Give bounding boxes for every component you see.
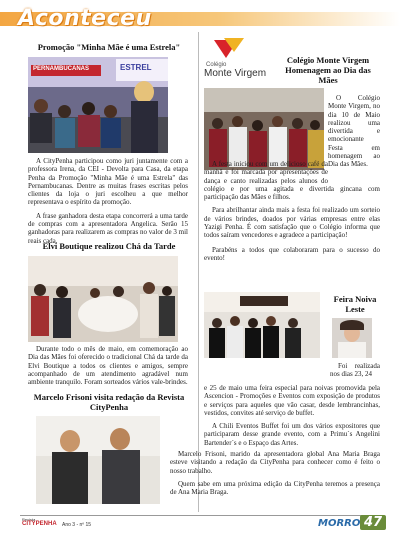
promo-paragraph-1: A CityPenha participou como juri juntamente com a professora Irena, da CEI - Devolta para Casa, da etapa Penha da Promoção "Minha Mãe é uma Estrela" das Pernambucanas. Dentre as muitas frases escritas pelos clientes da loja o juri escolheu a que melhor representava o espírito da promoção.	[28, 157, 188, 207]
feira-title: Feira Noiva Leste	[333, 294, 377, 314]
footer-issue: Ano 3 - nº 15	[62, 522, 92, 528]
footer-rule	[20, 515, 380, 516]
feira-paragraph-2: A Chili Eventos Buffet foi um dos vários expositores que participaram desse grande evento, com a Primu´s Angelini Bartender´s e o Espaço das Artes.	[204, 422, 380, 447]
footer-partner-logo: MORRO	[318, 518, 361, 529]
colegio-paragraph-2: Para abrilhantar ainda mais a festa foi realizado um sorteio de vários brindes, doados por várias empresas entre elas Yazigi Penha. É com satisfação que o Colégio informa que todos saíram vencedores e agradece a participação!	[204, 206, 380, 240]
colegio-title: Colégio Monte Virgem Homenagem ao Dia das Mães	[285, 55, 371, 85]
colegio-paragraph-1b: A festa iniciou com um delicioso café da manhã e foi marcada por apresentações de dança e canto realizadas pelos alunos do colégio e por uma agitada e divertida gincana com participação das Mães e filhos.	[204, 160, 380, 202]
feira-side-text	[330, 362, 380, 379]
colegio-paragraph-3: Parabéns a todos que colaboraram para o sucesso do evento!	[204, 245, 380, 262]
marcelo-paragraph-1: Marcelo Frisoni, marido da apresentadora global Ana Maria Braga esteve visitando a redação da CityPenha para conhecer como é feito o nosso trabalho.	[170, 450, 380, 475]
promo-photo: PERNAMBUCANAS ESTREL	[28, 57, 168, 153]
marcelo-photo	[36, 416, 160, 504]
marcelo-body	[170, 450, 380, 496]
feira-bride-photo	[332, 318, 372, 358]
colegio-body-main	[204, 160, 380, 262]
column-divider	[198, 32, 199, 512]
logo-text-top: Colégio	[206, 62, 227, 68]
elvi-paragraph: Durante todo o mês de maio, em comemoração ao Dia das Mães foi oferecido o tradicional Chá da tarde da Elvi Boutique a todos os clientes e amigos, sempre acompanhado de um atendimento agradável num ambiente tranquilo. Foram sorteados vários vale-brindes.	[28, 345, 188, 387]
logo-chevron-icon	[224, 38, 244, 52]
promo-paragraph-2: A frase ganhadora desta etapa concorrerá a uma tarde de compras com a apresentadora Angelica. Serão 15 ganhadoras para realizarem as compras no valor de 3 mil reais cada.	[28, 211, 188, 245]
feira-paragraph-1a: Foi realizada nos dias 23, 24	[330, 362, 380, 379]
footer-brand-logo: CITYPENHA	[22, 521, 57, 527]
elvi-photo	[28, 256, 178, 342]
colegio-photo	[204, 88, 324, 170]
marcelo-title: Marcelo Frisoni visita redação da Revista CityPenha	[33, 392, 185, 412]
marcelo-paragraph-2: Quem sabe em uma próxima edição da CityPenha teremos a presença de Ana Maria Braga.	[170, 479, 380, 497]
footer-brand-top: Revista	[22, 517, 36, 522]
elvi-title: Elvi Boutique realizou Chá da Tarde	[42, 241, 176, 251]
page-number: 47	[360, 515, 386, 530]
elvi-body	[28, 345, 188, 386]
feira-paragraph-1b: e 25 de maio uma feira especial para noivas promovida pela Ascencion - Promoções e Eventos com exposição de produtos e serviços para aqueles que vão casar, desde lembrancinhas, vestidos, convites até serviço de buffet.	[204, 384, 380, 417]
colegio-paragraph-1a: O Colégio Monte Virgem, no dia 10 de Maio realizou uma divertida e emocionante Festa em homenagem ao Dia das Mães.	[328, 94, 380, 169]
promo-title: Promoção "Minha Mãe é uma Estrela"	[37, 42, 181, 52]
logo-text-bottom: Monte Virgem	[204, 68, 267, 79]
promo-body	[28, 157, 188, 245]
section-title: Aconteceu	[18, 6, 152, 31]
colegio-logo	[204, 38, 274, 86]
feira-photo	[204, 292, 320, 358]
feira-body	[204, 384, 380, 447]
